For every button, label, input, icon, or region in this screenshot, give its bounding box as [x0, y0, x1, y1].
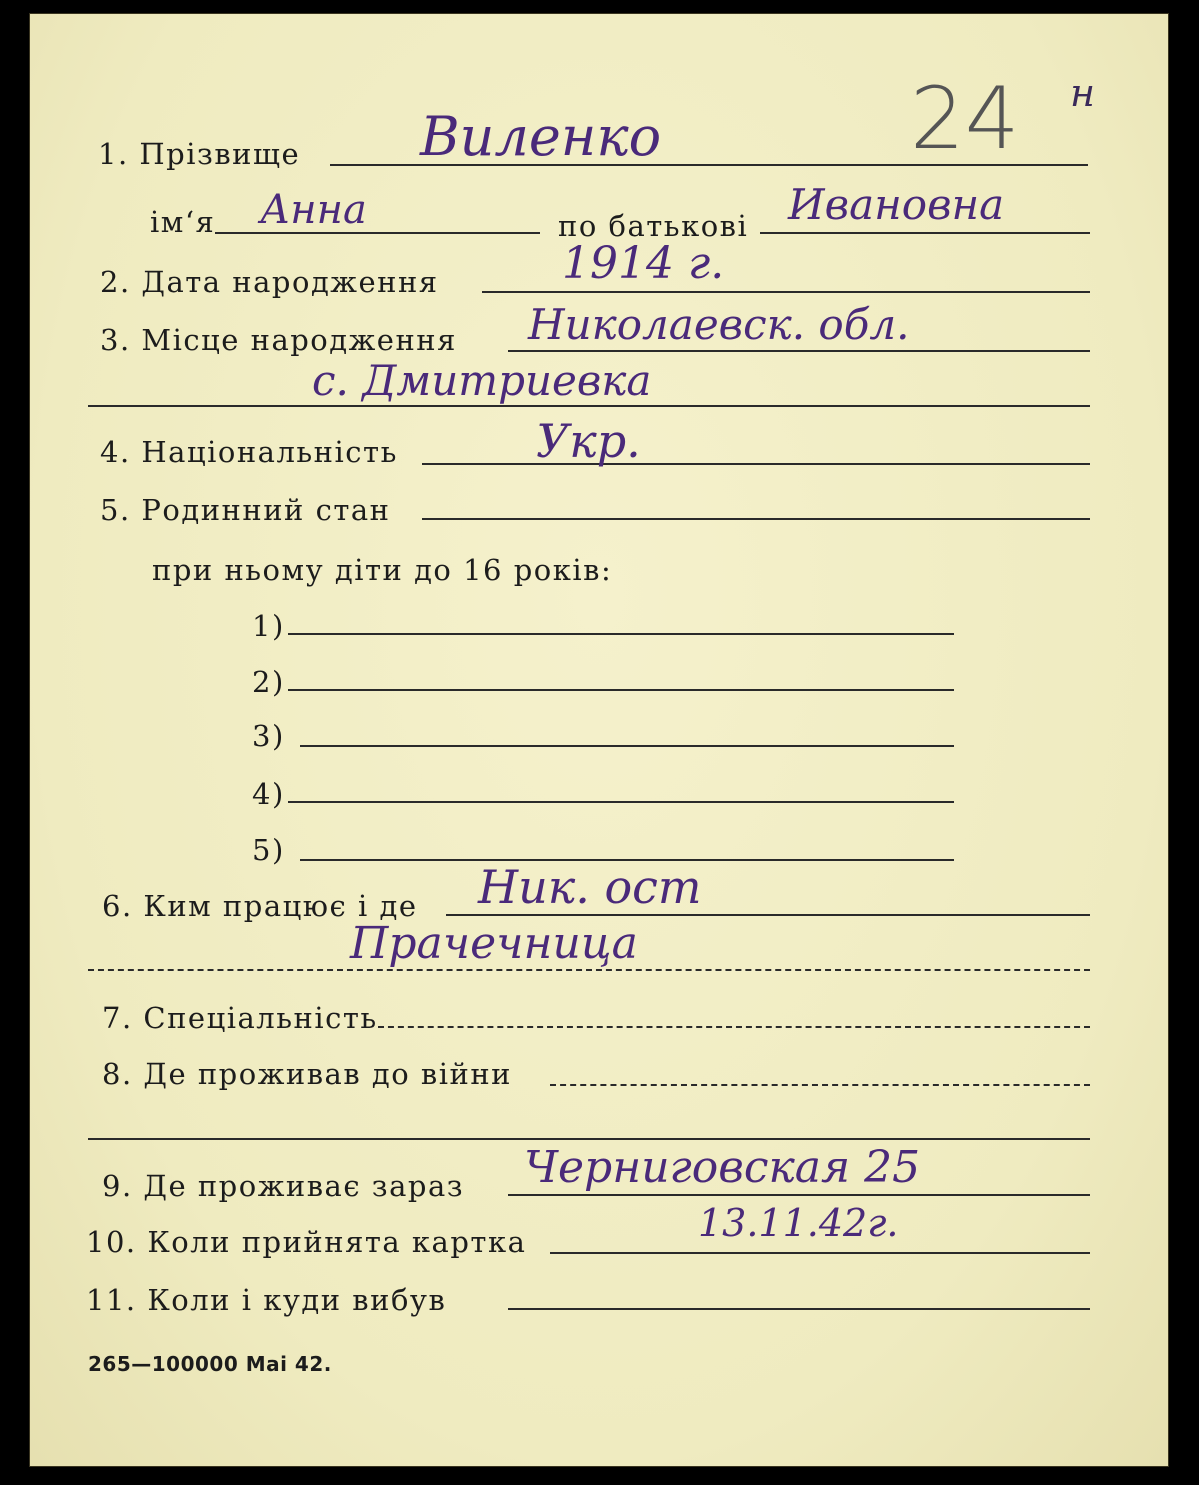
- child-1-line: [288, 633, 954, 635]
- nationality-label: 4. Національність: [100, 435, 398, 469]
- card-value: 13.11.42г.: [698, 1201, 899, 1245]
- name-label: ім‘я: [150, 205, 216, 239]
- child-2-line: [288, 689, 954, 691]
- child-4-line: [288, 801, 954, 803]
- left-line: [508, 1308, 1090, 1310]
- work-value-2: Прачечница: [350, 918, 638, 969]
- work-line-2: [88, 969, 1090, 971]
- birthdate-label: 2. Дата народження: [100, 265, 439, 299]
- card-label: 10. Коли прийнята картка: [86, 1225, 527, 1259]
- birthdate-value: 1914 г.: [562, 238, 725, 289]
- surname-value: Виленко: [420, 105, 662, 168]
- birthplace-line-2: [88, 405, 1090, 407]
- specialty-label: 7. Спеціальність: [102, 1001, 378, 1035]
- child-4-label: 4): [252, 777, 285, 811]
- birthplace-value-1: Николаевск. обл.: [528, 300, 910, 349]
- print-code: 265—100000 Mai 42.: [88, 1352, 332, 1376]
- name-value: Анна: [260, 187, 367, 233]
- family-line: [422, 518, 1090, 520]
- document-number: 24: [910, 69, 1020, 169]
- child-5-label: 5): [252, 833, 285, 867]
- surname-label: 1. Прізвище: [98, 137, 301, 171]
- work-value-1: Ник. ост: [478, 860, 702, 914]
- prewar-label: 8. Де проживав до війни: [102, 1057, 512, 1091]
- birthplace-line-1: [508, 350, 1090, 352]
- children-label: при ньому діти до 16 років:: [152, 553, 613, 587]
- patronymic-label: по батькові: [558, 209, 749, 243]
- corner-mark: н: [1070, 71, 1096, 115]
- child-3-label: 3): [252, 719, 285, 753]
- birthplace-value-2: с. Дмитриевка: [312, 356, 652, 405]
- prewar-line-1: [550, 1084, 1090, 1086]
- child-1-label: 1): [252, 609, 285, 643]
- prewar-line-2: [88, 1138, 1090, 1140]
- current-label: 9. Де проживає зараз: [102, 1169, 465, 1203]
- form-card: [30, 14, 1168, 1466]
- current-line: [508, 1194, 1090, 1196]
- child-3-line: [300, 745, 954, 747]
- work-line-1: [446, 914, 1090, 916]
- child-2-label: 2): [252, 665, 285, 699]
- birthplace-label: 3. Місце народження: [100, 323, 457, 357]
- patronymic-line: [760, 232, 1090, 234]
- patronymic-value: Ивановна: [788, 180, 1005, 229]
- nationality-line: [422, 463, 1090, 465]
- birthdate-line: [482, 291, 1090, 293]
- current-value: Черниговская 25: [524, 1142, 921, 1193]
- specialty-line: [378, 1026, 1090, 1028]
- left-label: 11. Коли і куди вибув: [86, 1283, 447, 1317]
- nationality-value: Укр.: [536, 414, 641, 468]
- work-label: 6. Ким працює і де: [102, 889, 418, 923]
- card-line: [550, 1252, 1090, 1254]
- family-label: 5. Родинний стан: [100, 493, 391, 527]
